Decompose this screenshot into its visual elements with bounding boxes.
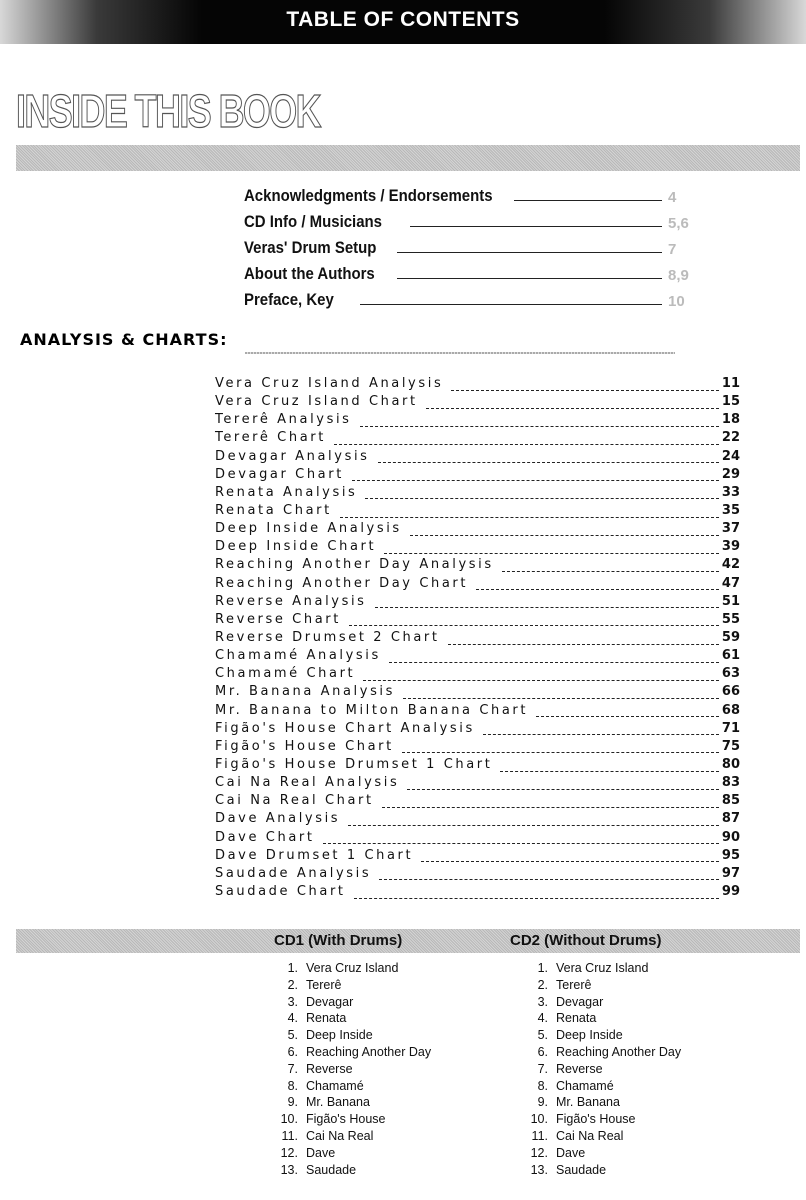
- toc-title: Reverse Chart: [215, 611, 341, 627]
- track-name: Deep Inside: [556, 1028, 623, 1043]
- toc-row: [215, 394, 740, 412]
- track-item: [270, 1163, 431, 1180]
- leader-dashes: [382, 807, 719, 808]
- toc-row: [215, 684, 740, 702]
- toc-page-number: 97: [721, 865, 740, 881]
- leader-dashes: [363, 680, 719, 681]
- track-item: [520, 1028, 681, 1045]
- leader-dashes: [348, 825, 719, 826]
- leader-dashes: [502, 571, 719, 572]
- toc-list: [215, 376, 740, 902]
- toc-row: [215, 793, 740, 811]
- track-name: Deep Inside: [306, 1028, 373, 1043]
- leader-dashes: [349, 625, 719, 626]
- toc-row: [215, 884, 740, 902]
- toc-row: [215, 576, 740, 594]
- leader-line: [397, 252, 662, 253]
- leader-dashes: [483, 734, 719, 735]
- track-item: [270, 1146, 431, 1163]
- toc-title: Cai Na Real Chart: [215, 793, 374, 809]
- track-name: Vera Cruz Island: [556, 961, 649, 975]
- track-name: Reverse: [306, 1061, 353, 1076]
- front-matter-page: 8,9: [668, 267, 689, 284]
- track-name: Saudade: [306, 1162, 357, 1177]
- toc-row: [215, 630, 740, 648]
- toc-row: [215, 739, 740, 757]
- toc-title: Dave Analysis: [215, 811, 341, 827]
- track-item: [270, 961, 431, 978]
- toc-title: Tererê Chart: [215, 430, 326, 446]
- front-matter-page: 5,6: [668, 215, 689, 232]
- track-name: Saudade: [556, 1162, 607, 1177]
- toc-page-number: 11: [721, 376, 740, 391]
- toc-page-number: 61: [721, 648, 740, 664]
- track-number: 7.: [537, 1061, 548, 1076]
- front-matter-row: [244, 232, 714, 258]
- leader-line: [410, 226, 662, 227]
- front-matter-label: Veras' Drum Setup: [244, 238, 377, 257]
- track-number: 7.: [287, 1061, 298, 1076]
- track-number: 1.: [537, 961, 548, 975]
- track-item: [520, 1112, 681, 1129]
- leader-dashes: [536, 716, 719, 717]
- leader-line: [360, 304, 662, 305]
- front-matter-row: [244, 206, 714, 232]
- toc-title: Chamamé Analysis: [215, 648, 381, 664]
- track-name: Mr. Banana: [556, 1095, 620, 1110]
- toc-title: Chamamé Chart: [215, 666, 356, 682]
- toc-page-number: 24: [721, 448, 740, 464]
- toc-title: Devagar Analysis: [215, 448, 370, 464]
- toc-title: Saudade Chart: [215, 883, 346, 899]
- track-item: [270, 1028, 431, 1045]
- track-number: 5.: [287, 1028, 298, 1043]
- track-number: 4.: [287, 1011, 298, 1026]
- toc-row: [215, 376, 740, 394]
- toc-title: Deep Inside Analysis: [215, 521, 402, 537]
- front-matter-label: Acknowledgments / Endorsements: [244, 186, 493, 205]
- track-name: Mr. Banana: [306, 1095, 370, 1110]
- front-matter-label: CD Info / Musicians: [244, 212, 382, 231]
- leader-dashes: [384, 553, 719, 554]
- toc-page-number: 47: [721, 575, 740, 591]
- toc-row: [215, 757, 740, 775]
- track-number: 3.: [287, 994, 298, 1009]
- track-number: 3.: [537, 994, 548, 1009]
- toc-title: Dave Chart: [215, 829, 315, 845]
- track-item: [270, 1095, 431, 1112]
- toc-row: [215, 412, 740, 430]
- toc-page-number: 33: [721, 484, 740, 500]
- track-number: 8.: [537, 1078, 548, 1093]
- track-name: Dave: [556, 1145, 586, 1160]
- leader-dashes: [421, 861, 719, 862]
- track-item: [520, 1095, 681, 1112]
- toc-row: [215, 612, 740, 630]
- toc-page-number: 55: [721, 611, 740, 627]
- divider-band: [16, 145, 800, 171]
- toc-title: Devagar Chart: [215, 466, 344, 482]
- leader-dashes: [448, 644, 719, 645]
- track-name: Figão's House: [306, 1112, 386, 1127]
- toc-page-number: 29: [721, 466, 740, 482]
- track-item: [270, 1129, 431, 1146]
- toc-row: [215, 830, 740, 848]
- leader-line: [397, 278, 662, 279]
- track-number: 6.: [287, 1044, 298, 1059]
- track-name: Devagar: [556, 994, 604, 1009]
- page-title: TABLE OF CONTENTS: [286, 8, 520, 31]
- analysis-heading: ANALYSIS & CHARTS:: [20, 330, 228, 349]
- toc-row: [215, 703, 740, 721]
- leader-dashes: [379, 879, 719, 880]
- toc-page-number: 71: [721, 720, 740, 736]
- toc-title: Mr. Banana Analysis: [215, 684, 396, 700]
- leader-dashes: [500, 771, 718, 772]
- toc-row: [215, 775, 740, 793]
- track-item: [270, 995, 431, 1012]
- toc-row: [215, 503, 740, 521]
- leader-dashes: [407, 789, 719, 790]
- track-item: [270, 1011, 431, 1028]
- front-matter-label: Preface, Key: [244, 290, 334, 309]
- toc-row: [215, 811, 740, 829]
- track-number: 9.: [287, 1095, 298, 1110]
- toc-page-number: 90: [721, 829, 740, 845]
- track-item: [520, 1129, 681, 1146]
- cd1-title: CD1 (With Drums): [274, 932, 403, 949]
- toc-row: [215, 449, 740, 467]
- toc-title: Figão's House Drumset 1 Chart: [215, 756, 493, 772]
- leader-dashes: [378, 462, 719, 463]
- toc-row: [215, 467, 740, 485]
- leader-dashes: [354, 898, 719, 899]
- track-name: Renata: [556, 1011, 597, 1026]
- toc-title: Reaching Another Day Chart: [215, 575, 469, 591]
- toc-row: [215, 666, 740, 684]
- toc-row: [215, 866, 740, 884]
- toc-row: [215, 721, 740, 739]
- track-number: 5.: [537, 1028, 548, 1043]
- leader-dashes: [360, 426, 719, 427]
- track-item: [520, 995, 681, 1012]
- track-item: [520, 1062, 681, 1079]
- cd1-track-list: [270, 961, 431, 1179]
- cd-band: [16, 929, 800, 953]
- toc-page-number: 35: [721, 502, 740, 518]
- track-name: Figão's House: [556, 1112, 636, 1127]
- leader-dashes: [476, 589, 719, 590]
- front-matter-row: [244, 258, 714, 284]
- track-name: Tererê: [306, 977, 342, 992]
- leader-dashes: [426, 408, 719, 409]
- track-number: 4.: [537, 1011, 548, 1026]
- toc-row: [215, 648, 740, 666]
- toc-row: [215, 521, 740, 539]
- toc-row: [215, 430, 740, 448]
- toc-title: Reverse Analysis: [215, 593, 367, 609]
- toc-page-number: 66: [721, 684, 740, 700]
- cd2-track-list: [520, 961, 681, 1179]
- toc-page-number: 59: [721, 629, 740, 645]
- analysis-rule: [245, 352, 675, 354]
- track-name: Cai Na Real: [306, 1128, 374, 1143]
- track-number: 1.: [287, 961, 298, 975]
- track-name: Devagar: [306, 994, 354, 1009]
- track-number: 10.: [280, 1112, 298, 1127]
- track-number: 13.: [530, 1162, 548, 1177]
- leader-dashes: [403, 698, 719, 699]
- toc-page-number: 15: [721, 394, 740, 410]
- track-number: 9.: [537, 1095, 548, 1110]
- toc-row: [215, 539, 740, 557]
- toc-page-number: 42: [721, 557, 740, 573]
- toc-page-number: 37: [721, 521, 740, 537]
- toc-title: Renata Analysis: [215, 484, 358, 500]
- track-number: 6.: [537, 1044, 548, 1059]
- toc-title: Mr. Banana to Milton Banana Chart: [215, 702, 529, 718]
- toc-page-number: 80: [721, 756, 740, 772]
- track-name: Chamamé: [306, 1078, 364, 1093]
- toc-page-number: 99: [721, 883, 740, 899]
- toc-page-number: 95: [721, 847, 740, 863]
- leader-dashes: [389, 662, 719, 663]
- toc-row: [215, 485, 740, 503]
- track-name: Renata: [306, 1011, 347, 1026]
- track-number: 2.: [537, 977, 548, 992]
- track-name: Reaching Another Day: [306, 1044, 432, 1059]
- front-matter-row: [244, 284, 714, 310]
- front-matter-page: 10: [668, 293, 685, 310]
- front-matter-list: [244, 180, 714, 310]
- toc-title: Reaching Another Day Analysis: [215, 557, 494, 573]
- toc-title: Renata Chart: [215, 502, 332, 518]
- track-number: 12.: [530, 1145, 548, 1160]
- leader-dashes: [340, 517, 719, 518]
- leader-dashes: [323, 843, 719, 844]
- track-number: 2.: [287, 977, 298, 992]
- toc-page-number: 22: [721, 430, 740, 446]
- track-item: [520, 1079, 681, 1096]
- front-matter-page: 7: [668, 241, 677, 258]
- toc-page-number: 18: [721, 412, 740, 428]
- toc-title: Reverse Drumset 2 Chart: [215, 629, 440, 645]
- toc-title: Figão's House Chart: [215, 738, 394, 754]
- toc-title: Vera Cruz Island Analysis: [215, 376, 444, 391]
- track-item: [270, 978, 431, 995]
- toc-title: Saudade Analysis: [215, 865, 372, 881]
- track-number: 10.: [530, 1112, 548, 1127]
- track-name: Dave: [306, 1145, 336, 1160]
- toc-page-number: 39: [721, 539, 740, 555]
- toc-row: [215, 594, 740, 612]
- toc-title: Figão's House Chart Analysis: [215, 720, 475, 736]
- toc-title: Dave Drumset 1 Chart: [215, 847, 414, 863]
- track-item: [270, 1062, 431, 1079]
- track-item: [520, 1045, 681, 1062]
- track-item: [270, 1079, 431, 1096]
- track-number: 13.: [280, 1162, 298, 1177]
- track-name: Cai Na Real: [556, 1128, 624, 1143]
- toc-title: Vera Cruz Island Chart: [215, 394, 418, 410]
- track-name: Vera Cruz Island: [306, 961, 399, 975]
- track-item: [520, 1011, 681, 1028]
- toc-page-number: 83: [721, 775, 740, 791]
- toc-page-number: 87: [721, 811, 740, 827]
- front-matter-page: 4: [668, 189, 677, 206]
- track-number: 12.: [280, 1145, 298, 1160]
- toc-page-number: 75: [721, 738, 740, 754]
- track-item: [520, 978, 681, 995]
- section-heading: INSIDE THIS BOOK: [16, 85, 320, 137]
- track-item: [520, 1163, 681, 1180]
- track-name: Tererê: [556, 977, 592, 992]
- track-item: [270, 1045, 431, 1062]
- leader-dashes: [375, 607, 719, 608]
- track-name: Reverse: [556, 1061, 603, 1076]
- toc-page-number: 85: [721, 793, 740, 809]
- leader-dashes: [365, 498, 718, 499]
- leader-dashes: [352, 480, 719, 481]
- toc-title: Tererê Analysis: [215, 412, 352, 428]
- leader-dashes: [334, 444, 719, 445]
- track-item: [520, 1146, 681, 1163]
- toc-title: Deep Inside Chart: [215, 539, 377, 555]
- toc-row: [215, 848, 740, 866]
- track-name: Reaching Another Day: [556, 1044, 682, 1059]
- track-number: 8.: [287, 1078, 298, 1093]
- toc-page-number: 51: [721, 593, 740, 609]
- track-name: Chamamé: [556, 1078, 614, 1093]
- track-number: 11.: [281, 1128, 298, 1143]
- track-item: [270, 1112, 431, 1129]
- leader-dashes: [410, 535, 719, 536]
- toc-page-number: 68: [721, 702, 740, 718]
- front-matter-label: About the Authors: [244, 264, 375, 283]
- leader-dashes: [402, 752, 719, 753]
- track-item: [520, 961, 681, 978]
- toc-row: [215, 557, 740, 575]
- leader-line: [514, 200, 662, 201]
- toc-title: Cai Na Real Analysis: [215, 775, 400, 791]
- toc-page-number: 63: [721, 666, 740, 682]
- cd2-title: CD2 (Without Drums): [510, 932, 662, 949]
- leader-dashes: [451, 390, 719, 391]
- track-number: 11.: [531, 1128, 548, 1143]
- front-matter-row: [244, 180, 714, 206]
